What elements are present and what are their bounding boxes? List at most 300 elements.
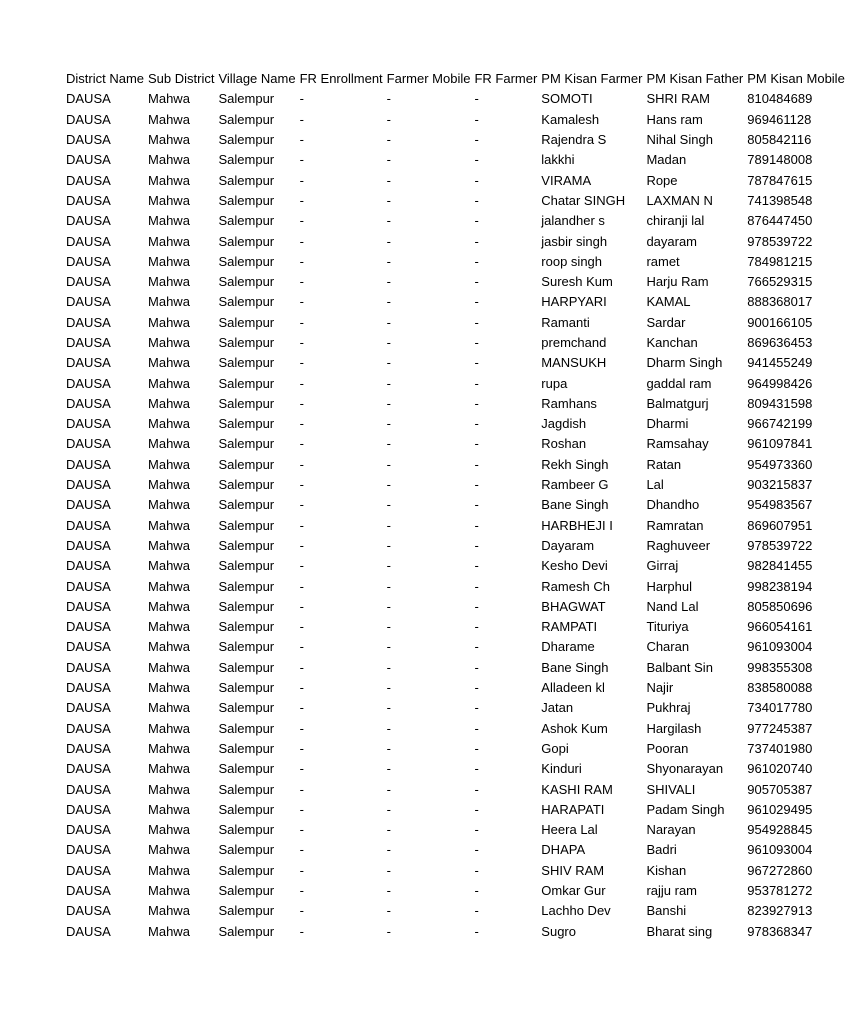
cell-fr-farmer[interactable]: -	[474, 842, 479, 858]
cell-sub-district[interactable]: Mahwa	[148, 111, 190, 127]
cell-pm-kisan-mobile[interactable]: 787847615	[747, 172, 813, 188]
cell-fr-farmer[interactable]: -	[474, 497, 479, 513]
cell-fr-farmer[interactable]: -	[474, 111, 479, 127]
cell-fr-enrollment[interactable]: -	[299, 761, 304, 777]
cell-pm-kisan-farmer[interactable]: RAMPATI	[541, 619, 598, 635]
cell-fr-farmer[interactable]: -	[474, 639, 479, 655]
cell-sub-district[interactable]: Mahwa	[148, 761, 190, 777]
cell-fr-enrollment[interactable]: -	[299, 842, 304, 858]
cell-pm-kisan-mobile[interactable]: 810484689	[747, 91, 813, 107]
cell-farmer-mobile[interactable]: -	[386, 619, 391, 635]
cell-fr-enrollment[interactable]: -	[299, 395, 304, 411]
cell-pm-kisan-mobile[interactable]: 961093004	[747, 842, 813, 858]
cell-fr-enrollment[interactable]: -	[299, 923, 304, 939]
cell-farmer-mobile[interactable]: -	[386, 537, 391, 553]
cell-district-name[interactable]: DAUSA	[66, 395, 111, 411]
cell-pm-kisan-mobile[interactable]: 869636453	[747, 335, 813, 350]
cell-fr-enrollment[interactable]: -	[299, 355, 304, 371]
cell-fr-farmer[interactable]: -	[474, 517, 479, 533]
cell-sub-district[interactable]: Mahwa	[148, 680, 190, 696]
cell-pm-kisan-farmer[interactable]: lakkhi	[541, 152, 575, 168]
cell-pm-kisan-farmer[interactable]: rupa	[541, 375, 568, 391]
cell-sub-district[interactable]: Mahwa	[148, 253, 190, 269]
cell-village-name[interactable]: Salempur	[218, 253, 275, 269]
header-village-name[interactable]: Village Name	[218, 71, 296, 87]
cell-farmer-mobile[interactable]: -	[386, 761, 391, 777]
cell-fr-enrollment[interactable]: -	[299, 639, 304, 655]
cell-pm-kisan-mobile[interactable]: 734017780	[747, 700, 813, 716]
cell-district-name[interactable]: DAUSA	[66, 456, 111, 472]
cell-fr-farmer[interactable]: -	[474, 903, 479, 919]
cell-fr-enrollment[interactable]: -	[299, 314, 304, 330]
cell-village-name[interactable]: Salempur	[218, 578, 275, 594]
cell-fr-farmer[interactable]: -	[474, 233, 479, 249]
cell-district-name[interactable]: DAUSA	[66, 578, 111, 594]
cell-pm-kisan-farmer[interactable]: Suresh Kum	[541, 274, 613, 290]
cell-pm-kisan-father[interactable]: gaddal ram	[646, 375, 712, 391]
cell-village-name[interactable]: Salempur	[218, 91, 275, 107]
cell-fr-enrollment[interactable]: -	[299, 801, 304, 817]
cell-fr-farmer[interactable]: -	[474, 822, 479, 838]
cell-village-name[interactable]: Salempur	[218, 619, 275, 635]
cell-farmer-mobile[interactable]: -	[386, 862, 391, 878]
cell-pm-kisan-farmer[interactable]: Ramanti	[541, 314, 590, 330]
cell-district-name[interactable]: DAUSA	[66, 355, 111, 371]
cell-pm-kisan-father[interactable]: Ratan	[646, 456, 682, 472]
cell-farmer-mobile[interactable]: -	[386, 781, 391, 797]
cell-village-name[interactable]: Salempur	[218, 822, 275, 838]
header-sub-district[interactable]: Sub District	[148, 71, 215, 87]
cell-farmer-mobile[interactable]: -	[386, 497, 391, 513]
cell-farmer-mobile[interactable]: -	[386, 233, 391, 249]
cell-pm-kisan-farmer[interactable]: HARAPATI	[541, 801, 605, 817]
cell-district-name[interactable]: DAUSA	[66, 720, 111, 736]
cell-sub-district[interactable]: Mahwa	[148, 477, 190, 493]
cell-district-name[interactable]: DAUSA	[66, 781, 111, 797]
cell-fr-farmer[interactable]: -	[474, 862, 479, 878]
cell-district-name[interactable]: DAUSA	[66, 842, 111, 858]
cell-district-name[interactable]: DAUSA	[66, 294, 111, 310]
cell-village-name[interactable]: Salempur	[218, 680, 275, 696]
cell-district-name[interactable]: DAUSA	[66, 862, 111, 878]
cell-district-name[interactable]: DAUSA	[66, 233, 111, 249]
cell-pm-kisan-father[interactable]: Hans ram	[646, 111, 703, 127]
cell-pm-kisan-father[interactable]: KAMAL	[646, 294, 691, 310]
cell-pm-kisan-farmer[interactable]: Sugro	[541, 923, 576, 939]
cell-pm-kisan-father[interactable]: Shyonarayan	[646, 761, 724, 777]
cell-village-name[interactable]: Salempur	[218, 274, 275, 290]
cell-pm-kisan-mobile[interactable]: 823927913	[747, 903, 813, 919]
cell-district-name[interactable]: DAUSA	[66, 801, 111, 817]
cell-pm-kisan-mobile[interactable]: 961093004	[747, 639, 813, 655]
cell-village-name[interactable]: Salempur	[218, 192, 275, 208]
cell-farmer-mobile[interactable]: -	[386, 842, 391, 858]
cell-sub-district[interactable]: Mahwa	[148, 497, 190, 513]
header-pm-kisan-farmer[interactable]: PM Kisan Farmer	[541, 71, 643, 87]
cell-village-name[interactable]: Salempur	[218, 477, 275, 493]
cell-farmer-mobile[interactable]: -	[386, 720, 391, 736]
cell-sub-district[interactable]: Mahwa	[148, 233, 190, 249]
cell-district-name[interactable]: DAUSA	[66, 416, 111, 432]
cell-pm-kisan-mobile[interactable]: 888368017	[747, 294, 813, 310]
cell-district-name[interactable]: DAUSA	[66, 903, 111, 919]
cell-district-name[interactable]: DAUSA	[66, 497, 111, 513]
cell-village-name[interactable]: Salempur	[218, 395, 275, 411]
cell-district-name[interactable]: DAUSA	[66, 111, 111, 127]
cell-pm-kisan-farmer[interactable]: Bane Singh	[541, 659, 609, 675]
cell-district-name[interactable]: DAUSA	[66, 598, 111, 614]
cell-district-name[interactable]: DAUSA	[66, 436, 111, 452]
cell-village-name[interactable]: Salempur	[218, 314, 275, 330]
cell-pm-kisan-farmer[interactable]: Kesho Devi	[541, 558, 608, 574]
cell-pm-kisan-father[interactable]: Narayan	[646, 822, 696, 838]
cell-village-name[interactable]: Salempur	[218, 497, 275, 513]
cell-pm-kisan-mobile[interactable]: 964998426	[747, 375, 813, 391]
cell-sub-district[interactable]: Mahwa	[148, 395, 190, 411]
cell-fr-enrollment[interactable]: -	[299, 619, 304, 635]
cell-district-name[interactable]: DAUSA	[66, 822, 111, 838]
cell-farmer-mobile[interactable]: -	[386, 598, 391, 614]
cell-village-name[interactable]: Salempur	[218, 761, 275, 777]
cell-pm-kisan-father[interactable]: Balmatgurj	[646, 395, 709, 411]
cell-pm-kisan-mobile[interactable]: 998238194	[747, 578, 813, 594]
cell-pm-kisan-farmer[interactable]: Ramhans	[541, 395, 597, 411]
cell-sub-district[interactable]: Mahwa	[148, 801, 190, 817]
cell-farmer-mobile[interactable]: -	[386, 213, 391, 229]
cell-district-name[interactable]: DAUSA	[66, 91, 111, 107]
cell-farmer-mobile[interactable]: -	[386, 883, 391, 899]
cell-pm-kisan-farmer[interactable]: Bane Singh	[541, 497, 609, 513]
cell-pm-kisan-farmer[interactable]: SOMOTI	[541, 91, 593, 107]
cell-fr-enrollment[interactable]: -	[299, 680, 304, 696]
cell-pm-kisan-father[interactable]: Hargilash	[646, 720, 702, 736]
cell-pm-kisan-father[interactable]: Najir	[646, 680, 674, 696]
cell-sub-district[interactable]: Mahwa	[148, 375, 190, 391]
cell-fr-farmer[interactable]: -	[474, 132, 479, 148]
cell-pm-kisan-mobile[interactable]: 967272860	[747, 862, 813, 878]
cell-pm-kisan-farmer[interactable]: Lachho Dev	[541, 903, 611, 919]
cell-fr-farmer[interactable]: -	[474, 923, 479, 939]
cell-district-name[interactable]: DAUSA	[66, 761, 111, 777]
cell-pm-kisan-father[interactable]: Tituriya	[646, 619, 689, 635]
cell-pm-kisan-farmer[interactable]: Ashok Kum	[541, 720, 608, 736]
cell-fr-farmer[interactable]: -	[474, 619, 479, 635]
cell-pm-kisan-father[interactable]: Bharat sing	[646, 923, 713, 939]
cell-pm-kisan-father[interactable]: Banshi	[646, 903, 687, 919]
cell-district-name[interactable]: DAUSA	[66, 883, 111, 899]
cell-farmer-mobile[interactable]: -	[386, 680, 391, 696]
cell-district-name[interactable]: DAUSA	[66, 213, 111, 229]
cell-pm-kisan-mobile[interactable]: 961029495	[747, 801, 813, 817]
cell-pm-kisan-mobile[interactable]: 978539722	[747, 233, 813, 249]
cell-farmer-mobile[interactable]: -	[386, 903, 391, 919]
cell-fr-farmer[interactable]: -	[474, 253, 479, 269]
cell-pm-kisan-mobile[interactable]: 966742199	[747, 416, 813, 432]
cell-district-name[interactable]: DAUSA	[66, 477, 111, 493]
cell-district-name[interactable]: DAUSA	[66, 253, 111, 269]
cell-farmer-mobile[interactable]: -	[386, 172, 391, 188]
cell-farmer-mobile[interactable]: -	[386, 923, 391, 939]
cell-sub-district[interactable]: Mahwa	[148, 436, 190, 452]
cell-district-name[interactable]: DAUSA	[66, 923, 111, 939]
cell-fr-enrollment[interactable]: -	[299, 192, 304, 208]
cell-pm-kisan-father[interactable]: Balbant Sin	[646, 659, 713, 675]
cell-pm-kisan-farmer[interactable]: Rekh Singh	[541, 456, 609, 472]
cell-pm-kisan-mobile[interactable]: 966054161	[747, 619, 813, 635]
cell-fr-enrollment[interactable]: -	[299, 274, 304, 290]
cell-pm-kisan-father[interactable]: SHIVALI	[646, 781, 696, 797]
cell-pm-kisan-mobile[interactable]: 737401980	[747, 740, 813, 756]
cell-fr-enrollment[interactable]: -	[299, 517, 304, 533]
cell-pm-kisan-farmer[interactable]: MANSUKH	[541, 355, 607, 371]
cell-sub-district[interactable]: Mahwa	[148, 862, 190, 878]
cell-pm-kisan-father[interactable]: Dhandho	[646, 497, 700, 513]
cell-village-name[interactable]: Salempur	[218, 598, 275, 614]
cell-pm-kisan-mobile[interactable]: 977245387	[747, 720, 813, 736]
cell-pm-kisan-farmer[interactable]: BHAGWAT	[541, 598, 606, 614]
cell-fr-farmer[interactable]: -	[474, 659, 479, 675]
cell-fr-farmer[interactable]: -	[474, 456, 479, 472]
cell-farmer-mobile[interactable]: -	[386, 578, 391, 594]
cell-pm-kisan-mobile[interactable]: 954928845	[747, 822, 813, 838]
cell-sub-district[interactable]: Mahwa	[148, 822, 190, 838]
cell-pm-kisan-mobile[interactable]: 805850696	[747, 598, 813, 614]
cell-sub-district[interactable]: Mahwa	[148, 335, 190, 350]
cell-fr-enrollment[interactable]: -	[299, 903, 304, 919]
cell-village-name[interactable]: Salempur	[218, 700, 275, 716]
cell-fr-farmer[interactable]: -	[474, 477, 479, 493]
cell-fr-enrollment[interactable]: -	[299, 416, 304, 432]
cell-fr-farmer[interactable]: -	[474, 314, 479, 330]
cell-pm-kisan-mobile[interactable]: 903215837	[747, 477, 813, 493]
header-pm-kisan-mobile[interactable]: PM Kisan Mobile	[747, 71, 845, 87]
cell-fr-farmer[interactable]: -	[474, 355, 479, 371]
cell-fr-farmer[interactable]: -	[474, 598, 479, 614]
cell-sub-district[interactable]: Mahwa	[148, 517, 190, 533]
cell-fr-enrollment[interactable]: -	[299, 578, 304, 594]
cell-village-name[interactable]: Salempur	[218, 801, 275, 817]
cell-sub-district[interactable]: Mahwa	[148, 172, 190, 188]
cell-fr-enrollment[interactable]: -	[299, 883, 304, 899]
cell-farmer-mobile[interactable]: -	[386, 375, 391, 391]
cell-fr-enrollment[interactable]: -	[299, 375, 304, 391]
cell-farmer-mobile[interactable]: -	[386, 253, 391, 269]
cell-pm-kisan-farmer[interactable]: jalandher s	[541, 213, 605, 229]
cell-farmer-mobile[interactable]: -	[386, 822, 391, 838]
cell-sub-district[interactable]: Mahwa	[148, 213, 190, 229]
cell-pm-kisan-farmer[interactable]: Jagdish	[541, 416, 587, 432]
cell-pm-kisan-farmer[interactable]: roop singh	[541, 253, 603, 269]
cell-fr-farmer[interactable]: -	[474, 537, 479, 553]
cell-village-name[interactable]: Salempur	[218, 233, 275, 249]
cell-village-name[interactable]: Salempur	[218, 335, 275, 350]
cell-fr-enrollment[interactable]: -	[299, 537, 304, 553]
cell-district-name[interactable]: DAUSA	[66, 132, 111, 148]
cell-sub-district[interactable]: Mahwa	[148, 558, 190, 574]
cell-fr-enrollment[interactable]: -	[299, 335, 304, 350]
cell-district-name[interactable]: DAUSA	[66, 274, 111, 290]
cell-sub-district[interactable]: Mahwa	[148, 91, 190, 107]
cell-district-name[interactable]: DAUSA	[66, 152, 111, 168]
cell-farmer-mobile[interactable]: -	[386, 111, 391, 127]
cell-farmer-mobile[interactable]: -	[386, 436, 391, 452]
cell-village-name[interactable]: Salempur	[218, 740, 275, 756]
cell-sub-district[interactable]: Mahwa	[148, 903, 190, 919]
cell-fr-enrollment[interactable]: -	[299, 436, 304, 452]
cell-pm-kisan-father[interactable]: Girraj	[646, 558, 679, 574]
cell-pm-kisan-father[interactable]: SHRI RAM	[646, 91, 710, 107]
header-fr-enrollment[interactable]: FR Enrollment	[299, 71, 383, 87]
cell-fr-farmer[interactable]: -	[474, 192, 479, 208]
cell-fr-enrollment[interactable]: -	[299, 213, 304, 229]
cell-district-name[interactable]: DAUSA	[66, 639, 111, 655]
cell-pm-kisan-farmer[interactable]: Dharame	[541, 639, 595, 655]
cell-pm-kisan-father[interactable]: Kanchan	[646, 335, 698, 350]
cell-village-name[interactable]: Salempur	[218, 294, 275, 310]
cell-village-name[interactable]: Salempur	[218, 355, 275, 371]
cell-pm-kisan-mobile[interactable]: 741398548	[747, 192, 813, 208]
cell-fr-enrollment[interactable]: -	[299, 477, 304, 493]
cell-sub-district[interactable]: Mahwa	[148, 740, 190, 756]
cell-pm-kisan-farmer[interactable]: Roshan	[541, 436, 587, 452]
cell-farmer-mobile[interactable]: -	[386, 91, 391, 107]
cell-pm-kisan-mobile[interactable]: 998355308	[747, 659, 813, 675]
cell-sub-district[interactable]: Mahwa	[148, 720, 190, 736]
cell-pm-kisan-father[interactable]: Lal	[646, 477, 664, 493]
cell-fr-enrollment[interactable]: -	[299, 294, 304, 310]
cell-fr-farmer[interactable]: -	[474, 294, 479, 310]
cell-farmer-mobile[interactable]: -	[386, 477, 391, 493]
header-pm-kisan-father[interactable]: PM Kisan Father	[646, 71, 744, 87]
cell-fr-farmer[interactable]: -	[474, 680, 479, 696]
cell-pm-kisan-mobile[interactable]: 789148008	[747, 152, 813, 168]
cell-district-name[interactable]: DAUSA	[66, 375, 111, 391]
cell-village-name[interactable]: Salempur	[218, 172, 275, 188]
cell-farmer-mobile[interactable]: -	[386, 456, 391, 472]
cell-pm-kisan-farmer[interactable]: premchand	[541, 335, 607, 350]
cell-farmer-mobile[interactable]: -	[386, 395, 391, 411]
cell-fr-enrollment[interactable]: -	[299, 700, 304, 716]
cell-fr-farmer[interactable]: -	[474, 578, 479, 594]
cell-pm-kisan-mobile[interactable]: 941455249	[747, 355, 813, 371]
cell-fr-farmer[interactable]: -	[474, 274, 479, 290]
cell-sub-district[interactable]: Mahwa	[148, 639, 190, 655]
cell-fr-farmer[interactable]: -	[474, 436, 479, 452]
cell-farmer-mobile[interactable]: -	[386, 558, 391, 574]
cell-pm-kisan-father[interactable]: Harju Ram	[646, 274, 709, 290]
cell-pm-kisan-father[interactable]: Ramratan	[646, 517, 704, 533]
cell-sub-district[interactable]: Mahwa	[148, 152, 190, 168]
cell-district-name[interactable]: DAUSA	[66, 335, 111, 350]
cell-village-name[interactable]: Salempur	[218, 416, 275, 432]
cell-sub-district[interactable]: Mahwa	[148, 700, 190, 716]
cell-pm-kisan-mobile[interactable]: 953781272	[747, 883, 813, 899]
cell-district-name[interactable]: DAUSA	[66, 192, 111, 208]
cell-fr-farmer[interactable]: -	[474, 558, 479, 574]
cell-farmer-mobile[interactable]: -	[386, 335, 391, 350]
cell-farmer-mobile[interactable]: -	[386, 801, 391, 817]
cell-fr-enrollment[interactable]: -	[299, 822, 304, 838]
cell-farmer-mobile[interactable]: -	[386, 132, 391, 148]
cell-fr-farmer[interactable]: -	[474, 761, 479, 777]
cell-pm-kisan-father[interactable]: Rope	[646, 172, 678, 188]
cell-fr-enrollment[interactable]: -	[299, 740, 304, 756]
cell-fr-farmer[interactable]: -	[474, 375, 479, 391]
cell-fr-enrollment[interactable]: -	[299, 111, 304, 127]
cell-pm-kisan-farmer[interactable]: Dayaram	[541, 537, 595, 553]
cell-pm-kisan-mobile[interactable]: 982841455	[747, 558, 813, 574]
cell-sub-district[interactable]: Mahwa	[148, 132, 190, 148]
cell-pm-kisan-farmer[interactable]: Ramesh Ch	[541, 578, 610, 594]
cell-pm-kisan-father[interactable]: dayaram	[646, 233, 698, 249]
cell-farmer-mobile[interactable]: -	[386, 355, 391, 371]
cell-fr-enrollment[interactable]: -	[299, 172, 304, 188]
cell-district-name[interactable]: DAUSA	[66, 172, 111, 188]
cell-village-name[interactable]: Salempur	[218, 862, 275, 878]
cell-sub-district[interactable]: Mahwa	[148, 659, 190, 675]
cell-fr-farmer[interactable]: -	[474, 781, 479, 797]
cell-village-name[interactable]: Salempur	[218, 883, 275, 899]
cell-village-name[interactable]: Salempur	[218, 659, 275, 675]
cell-pm-kisan-father[interactable]: Harphul	[646, 578, 692, 594]
cell-village-name[interactable]: Salempur	[218, 537, 275, 553]
cell-sub-district[interactable]: Mahwa	[148, 355, 190, 371]
cell-sub-district[interactable]: Mahwa	[148, 923, 190, 939]
cell-pm-kisan-father[interactable]: Ramsahay	[646, 436, 709, 452]
cell-fr-farmer[interactable]: -	[474, 395, 479, 411]
cell-village-name[interactable]: Salempur	[218, 781, 275, 797]
cell-pm-kisan-mobile[interactable]: 805842116	[747, 132, 812, 148]
cell-sub-district[interactable]: Mahwa	[148, 274, 190, 290]
cell-fr-enrollment[interactable]: -	[299, 558, 304, 574]
cell-pm-kisan-mobile[interactable]: 954973360	[747, 456, 813, 472]
cell-pm-kisan-farmer[interactable]: Rambeer G	[541, 477, 609, 493]
cell-fr-farmer[interactable]: -	[474, 91, 479, 107]
cell-district-name[interactable]: DAUSA	[66, 619, 111, 635]
cell-pm-kisan-father[interactable]: Badri	[646, 842, 677, 858]
cell-pm-kisan-mobile[interactable]: 900166105	[747, 314, 813, 330]
cell-fr-farmer[interactable]: -	[474, 416, 479, 432]
cell-pm-kisan-farmer[interactable]: jasbir singh	[541, 233, 608, 249]
cell-district-name[interactable]: DAUSA	[66, 700, 111, 716]
cell-sub-district[interactable]: Mahwa	[148, 619, 190, 635]
cell-fr-enrollment[interactable]: -	[299, 659, 304, 675]
cell-district-name[interactable]: DAUSA	[66, 659, 111, 675]
cell-pm-kisan-farmer[interactable]: Alladeen kl	[541, 680, 605, 696]
cell-village-name[interactable]: Salempur	[218, 111, 275, 127]
cell-pm-kisan-farmer[interactable]: SHIV RAM	[541, 862, 605, 878]
cell-district-name[interactable]: DAUSA	[66, 537, 111, 553]
cell-farmer-mobile[interactable]: -	[386, 314, 391, 330]
cell-pm-kisan-farmer[interactable]: Heera Lal	[541, 822, 598, 838]
cell-farmer-mobile[interactable]: -	[386, 659, 391, 675]
cell-pm-kisan-father[interactable]: Kishan	[646, 862, 687, 878]
cell-pm-kisan-father[interactable]: Raghuveer	[646, 537, 711, 553]
cell-village-name[interactable]: Salempur	[218, 558, 275, 574]
cell-fr-farmer[interactable]: -	[474, 335, 479, 350]
cell-sub-district[interactable]: Mahwa	[148, 192, 190, 208]
cell-fr-enrollment[interactable]: -	[299, 598, 304, 614]
cell-farmer-mobile[interactable]: -	[386, 740, 391, 756]
cell-village-name[interactable]: Salempur	[218, 903, 275, 919]
header-farmer-mobile[interactable]: Farmer Mobile	[386, 71, 471, 87]
cell-pm-kisan-mobile[interactable]: 809431598	[747, 395, 813, 411]
cell-fr-enrollment[interactable]: -	[299, 132, 304, 148]
cell-fr-farmer[interactable]: -	[474, 720, 479, 736]
cell-pm-kisan-farmer[interactable]: Kinduri	[541, 761, 582, 777]
cell-pm-kisan-mobile[interactable]: 876447450	[747, 213, 813, 229]
header-fr-farmer[interactable]: FR Farmer	[474, 71, 538, 87]
